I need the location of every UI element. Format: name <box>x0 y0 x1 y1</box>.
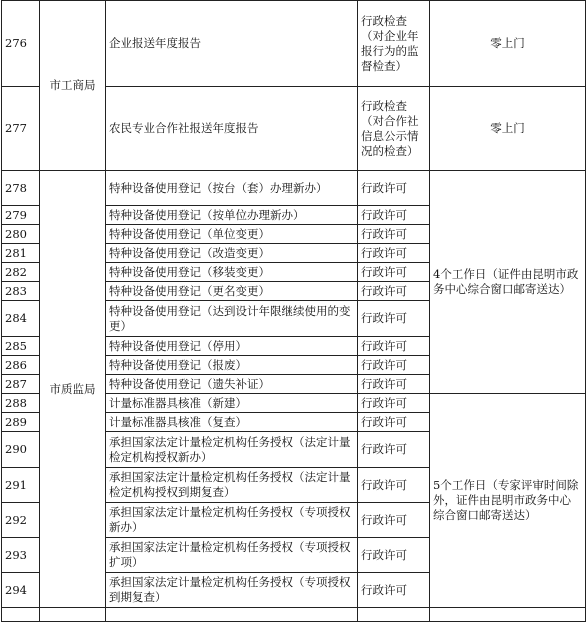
item-type: 行政许可 <box>358 413 430 432</box>
item-type: 行政许可 <box>358 282 430 301</box>
row-number: 287 <box>2 375 40 394</box>
row-number: 279 <box>2 206 40 225</box>
item-name: 特种设备使用登记（单位变更） <box>106 225 358 244</box>
item-type: 行政许可 <box>358 171 430 206</box>
time-limit <box>430 608 586 622</box>
row-number: 277 <box>2 87 40 171</box>
item-type: 行政许可 <box>358 432 430 468</box>
item-name: 特种设备使用登记（改造变更） <box>106 244 358 263</box>
row-number: 292 <box>2 503 40 538</box>
item-name: 特种设备使用登记（停用） <box>106 337 358 356</box>
item-name: 农民专业合作社报送年度报告 <box>106 87 358 171</box>
item-type: 行政许可 <box>358 206 430 225</box>
row-number: 283 <box>2 282 40 301</box>
item-type: 行政许可 <box>358 573 430 608</box>
row-number: 280 <box>2 225 40 244</box>
time-limit: 零上门 <box>430 87 586 171</box>
row-number: 293 <box>2 538 40 573</box>
service-list-table <box>1 0 586 622</box>
item-type: 行政许可 <box>358 337 430 356</box>
item-name: 承担国家法定计量检定机构任务授权（专项授权新办） <box>106 503 358 538</box>
item-name: 特种设备使用登记（更名变更） <box>106 282 358 301</box>
table-row-partial <box>2 608 586 622</box>
row-number: 289 <box>2 413 40 432</box>
row-number: 276 <box>2 1 40 87</box>
row-number: 291 <box>2 468 40 503</box>
time-limit: 零上门 <box>430 1 586 87</box>
item-type: 行政许可 <box>358 375 430 394</box>
row-number: 284 <box>2 301 40 337</box>
item-name: 特种设备使用登记（按台（套）办理新办） <box>106 171 358 206</box>
item-name: 承担国家法定计量检定机构任务授权（法定计量检定机构授权新办） <box>106 432 358 468</box>
department-cell: 市工商局 <box>40 1 106 171</box>
row-number: 285 <box>2 337 40 356</box>
item-type: 行政许可 <box>358 503 430 538</box>
item-name: 特种设备使用登记（报废） <box>106 356 358 375</box>
item-name: 承担国家法定计量检定机构任务授权（专项授权扩项） <box>106 538 358 573</box>
item-type: 行政许可 <box>358 468 430 503</box>
item-type: 行政许可 <box>358 225 430 244</box>
item-type: 行政许可 <box>358 394 430 413</box>
item-type: 行政许可 <box>358 263 430 282</box>
row-number: 278 <box>2 171 40 206</box>
item-name: 计量标准器具核准（新建） <box>106 394 358 413</box>
time-limit: 4个工作日（证件由昆明市政务中心综合窗口邮寄送达） <box>430 171 586 394</box>
time-limit: 5个工作日（专家评审时间除外，证件由昆明市政务中心综合窗口邮寄送达） <box>430 394 586 608</box>
item-name: 承担国家法定计量检定机构任务授权（专项授权到期复查） <box>106 573 358 608</box>
table-row <box>2 171 586 206</box>
row-number: 294 <box>2 573 40 608</box>
row-number <box>2 608 40 622</box>
item-type: 行政许可 <box>358 356 430 375</box>
item-type: 行政许可 <box>358 301 430 337</box>
table-row <box>2 1 586 87</box>
item-name: 特种设备使用登记（按单位办理新办） <box>106 206 358 225</box>
item-type: 行政许可 <box>358 538 430 573</box>
item-name: 企业报送年度报告 <box>106 1 358 87</box>
row-number: 281 <box>2 244 40 263</box>
row-number: 286 <box>2 356 40 375</box>
item-name: 承担国家法定计量检定机构任务授权（法定计量检定机构授权到期复查） <box>106 468 358 503</box>
item-type: 行政检查（对企业年报行为的监督检查） <box>358 1 430 87</box>
department-cell <box>40 608 106 622</box>
item-type: 行政许可 <box>358 244 430 263</box>
item-name: 特种设备使用登记（遗失补证） <box>106 375 358 394</box>
item-type: 行政检查（对合作社信息公示情况的检查） <box>358 87 430 171</box>
item-name: 特种设备使用登记（达到设计年限继续使用的变更） <box>106 301 358 337</box>
item-name: 计量标准器具核准（复查） <box>106 413 358 432</box>
item-name <box>106 608 358 622</box>
row-number: 290 <box>2 432 40 468</box>
row-number: 288 <box>2 394 40 413</box>
row-number: 282 <box>2 263 40 282</box>
item-name: 特种设备使用登记（移装变更） <box>106 263 358 282</box>
department-cell: 市质监局 <box>40 171 106 608</box>
item-type <box>358 608 430 622</box>
